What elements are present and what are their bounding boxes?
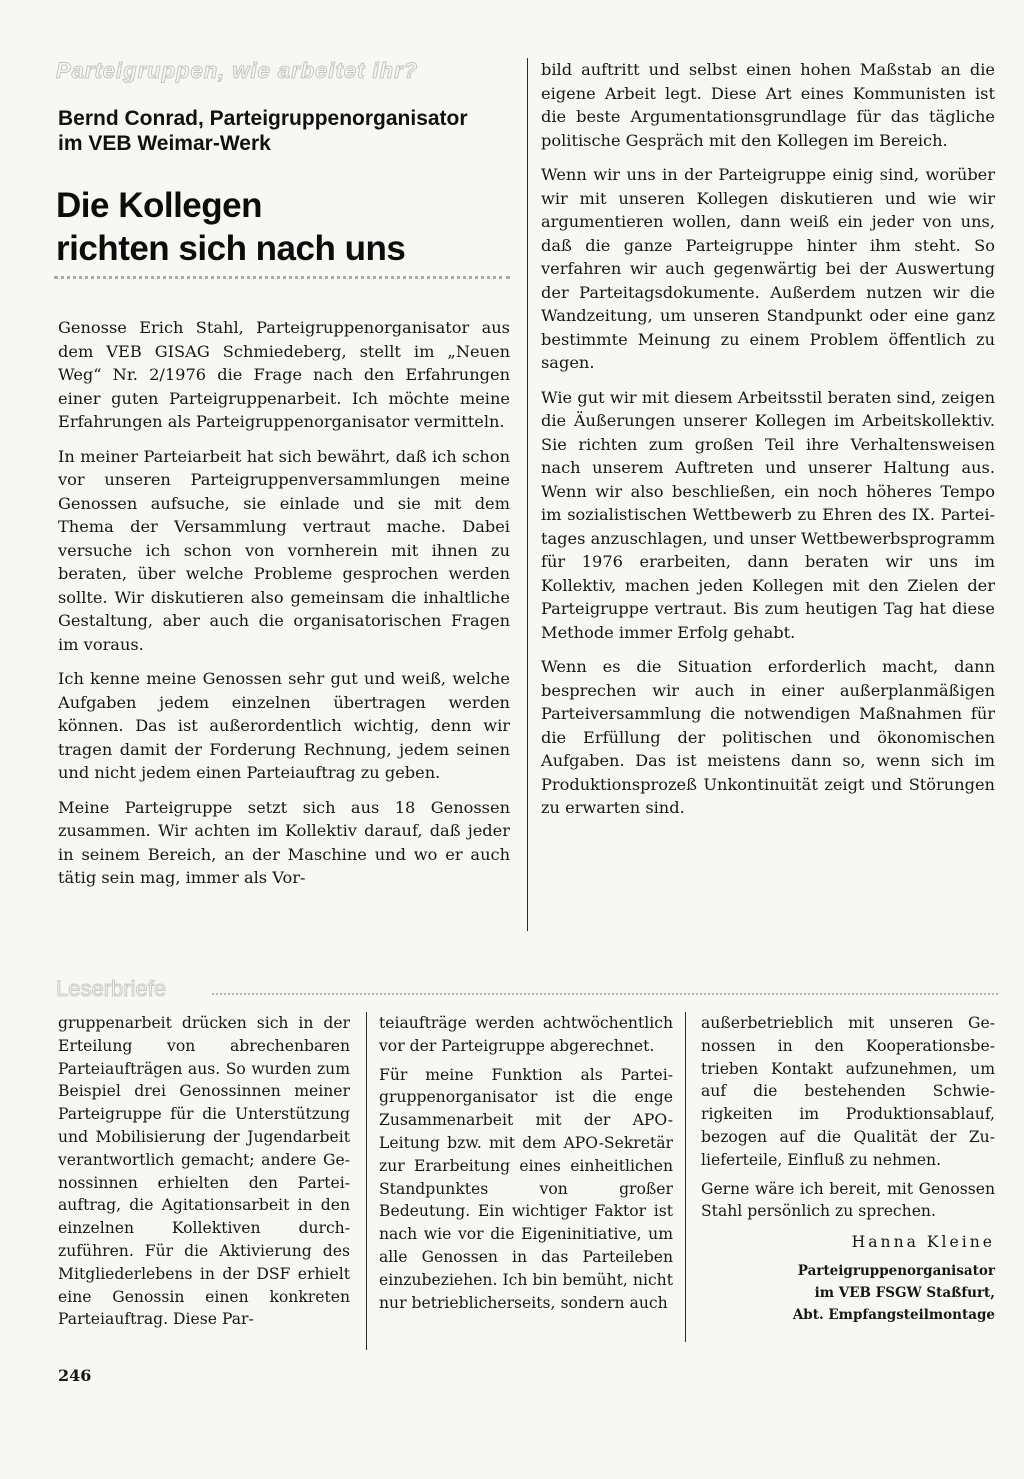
headline-line-2: richten sich nach uns — [56, 229, 406, 268]
column-divider — [366, 1012, 367, 1350]
column-divider — [685, 1012, 686, 1342]
article-left-column — [58, 316, 510, 890]
article-paragraph: bild auftritt und selbst einen hohen Maßstab an die eigene Arbeit legt. Diese Art eines Kommunisten ist die beste Argumentationsgrundlage für das tägliche politische Gespräch mit den Kollegen im Bereich. — [541, 60, 995, 150]
article-paragraph: Genosse Erich Stahl, Parteigruppenorganisator aus dem VEB GISAG Schmiedeberg, stellt im „Neuen Weg“ Nr. 2/1976 die Frage nach den Erfahrungen einer guten Parteigruppenarbeit. Ich möchte meine Erfahrungen als Parteigruppenorganisator vermitteln. — [58, 318, 510, 431]
section-kicker: Parteigruppen, wie arbeitet ihr? — [56, 58, 419, 83]
article-paragraph: Wenn es die Situation erforderlich macht, dann besprechen wir auch in einer außerplanmäßigen Parteiversammlung die notwendigen Maßnahmen für die Erfüllung der politischen und ökonomischen Aufgaben. Das ist meistens dann so, wenn sich im Produktionsprozeß Unkontinuität zeigt und Störungen zu erwarten sind. — [541, 657, 995, 817]
article-right-column — [541, 58, 995, 820]
signature-department: Abt. Empfangsteilmontage — [792, 1306, 995, 1323]
article-paragraph: Wenn wir uns in der Parteigruppe einig sind, worüber wir mit unseren Kollegen diskutieren und wie wir argumentieren wollen, dann weiß ein jeder von uns, daß die ganze Parteigruppe hinter ihm steht. So verfahren wir auch gegenwärtig bei der Auswertung der Parteitagsdokumente. Außerdem nutzen wir die Wandzeitung, um unseren Standpunkt oder eine ganz bestimmte Meinung zu einem Problem öffentlich zu sagen. — [541, 165, 995, 372]
letters-column-3 — [701, 1012, 995, 1326]
letters-divider — [212, 993, 998, 995]
article-paragraph: Wie gut wir mit diesem Arbeitsstil beraten sind, zeigen die Äußerungen unserer Kollegen im Arbeitskollektiv. Sie richten zum großen Teil ihre Verhaltensweisen nach unserem Auftreten und unserer Haltung aus. Wenn wir also beschließen, ein noch höheres Tempo im sozialistischen Wettbewerb zu Ehren des IX. Parteitages anzuschlagen, und unser Wettbewerbsprogramm für 1976 erarbeiten, dann beraten wir uns im Kollektiv, machen jeden Kollegen mit den Zielen der Parteigruppe vertraut. Bis zum heutigen Tag hat diese Methode immer Erfolg gehabt. — [541, 387, 995, 642]
letter-paragraph: teiaufträge werden achtwöchentlich vor der Parteigruppe abgerechnet. — [379, 1014, 673, 1055]
letters-column-1 — [58, 1012, 350, 1337]
signature-title: Parteigruppenorganisator — [797, 1262, 995, 1279]
author-byline — [58, 106, 518, 156]
signature-company: im VEB FSGW Staßfurt, — [814, 1284, 995, 1301]
letters-heading: Leserbriefe — [56, 976, 167, 1001]
byline-line-1: Bernd Conrad, Parteigruppenorganisator — [58, 107, 468, 130]
column-divider — [527, 58, 528, 931]
letter-paragraph: Gerne wäre ich bereit, mit Genossen Stahl persönlich zu sprechen. — [701, 1179, 995, 1221]
article-paragraph: Meine Parteigruppe setzt sich aus 18 Genossen zusammen. Wir achten im Kollektiv darauf, daß jeder in seinem Bereich, an der Maschine und wo er auch tätig sein mag, immer als Vor- — [58, 797, 510, 887]
headline-divider — [54, 276, 510, 279]
letter-paragraph: außerbetrieblich mit unseren Genossen in den Kooperationsbetrieben Kontakt aufzunehmen, um auf die bestehenden Schwierigkeiten im Produktionsablauf, bezogen auf die Qualität der Zulieferteile, Einfluß zu nehmen. — [701, 1014, 995, 1169]
letter-paragraph: gruppenarbeit drücken sich in der Erteilung von abrechenbaren Parteiaufträgen aus. So wurden zum Beispiel drei Genossinnen meiner Parteigruppe für die Unterstützung und Mobilisierung der Jugendarbeit verantwortlich gemacht; andere Genossinnen erhielten den Parteiauftrag, die Agitationsarbeit in den einzelnen Kollektiven durchzuführen. Für die Aktivierung des Mitgliederlebens in der DSF erhielt eine Genossin einen konkreten Parteiauftrag. Diese Par- — [58, 1014, 350, 1329]
letters-column-2 — [379, 1012, 673, 1320]
letter-paragraph: Für meine Funktion als Parteigruppenorganisator ist die enge Zusammenarbeit mit der APO-Leitung bzw. mit dem APO-Sekretär zur Erarbeitung eines einheitlichen Standpunktes von großer Bedeutung. Ein wichtiger Faktor ist nach wie vor die Eigeninitiative, um alle Genossen in das Parteileben einzubeziehen. Ich bin bemüht, nicht nur betrieblicherseits, sondern auch — [379, 1065, 673, 1312]
byline-line-2: im VEB Weimar-Werk — [58, 132, 271, 155]
headline-line-1: Die Kollegen — [56, 186, 262, 225]
article-paragraph: In meiner Parteiarbeit hat sich bewährt, daß ich schon vor unseren Parteigruppenversammlungen meine Genossen aufsuche, sie einlade und sie mit dem Thema der Versammlung vertraut mache. Dabei versuche ich schon von vornherein mit ihnen zu beraten, über welche Probleme gesprochen werden sollte. Wir diskutieren also gemeinsam die inhaltliche Gestaltung, aber auch die organisatorischen Fragen im voraus. — [58, 446, 510, 654]
article-headline — [56, 184, 516, 270]
article-paragraph: Ich kenne meine Genossen sehr gut und weiß, welche Aufgaben jedem einzelnen übertragen werden können. Das ist außerordentlich wichtig, denn wir tragen damit der Forderung Rechnung, jedem seinen und nicht jedem einen Parteiauftrag zu geben. — [58, 669, 510, 782]
signature-name: Hanna Kleine — [851, 1233, 995, 1252]
page-number: 246 — [58, 1366, 92, 1385]
